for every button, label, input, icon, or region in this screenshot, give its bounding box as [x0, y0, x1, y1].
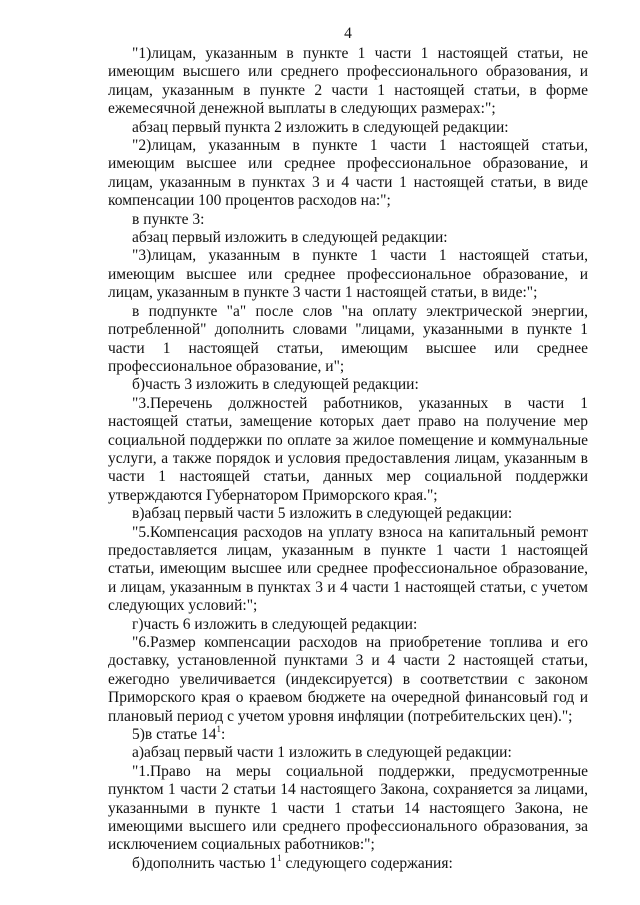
- paragraph: [108, 211, 588, 229]
- paragraph-text: 5)в статье 14: [132, 726, 217, 744]
- paragraph-text-tail: следующего содержания:: [281, 854, 453, 872]
- page-number: 4: [344, 25, 352, 42]
- paragraph: [108, 376, 588, 394]
- paragraph: [108, 119, 588, 137]
- paragraph: [108, 634, 588, 726]
- paragraph-text: абзац первый изложить в следующей редакции:: [132, 229, 448, 247]
- paragraph: [108, 229, 588, 247]
- paragraph: [108, 723, 588, 744]
- paragraph-text: "1)лицам, указанным в пункте 1 части 1 настоящей статьи, не имеющим высшего или среднего профессионального образования, и лицам, указанным в пункте 2 части 1 настоящей статьи, в форме ежемесячной денежной выплаты в следующих размерах:";: [108, 45, 588, 118]
- paragraph: [108, 524, 588, 616]
- paragraph-text: "6.Размер компенсации расходов на приобретение топлива и его доставку, установленной пунктами 3 и 4 части 2 настоящей статьи, ежегодно увеличивается (индексируется) в соответствии с законом Приморского края о краевом бюджете на очередной финансовый год и плановый период с учетом уровня инфляции (потребительских цен).";: [108, 634, 588, 725]
- paragraph: [108, 744, 588, 762]
- paragraph: [108, 395, 588, 505]
- paragraph: [108, 616, 588, 634]
- paragraph: [108, 45, 588, 119]
- document-body: [108, 45, 588, 873]
- paragraph: [108, 137, 588, 211]
- paragraph-text: "3.Перечень должностей работников, указанных в части 1 настоящей статьи, замещение которых дает право на получение мер социальной поддержки по оплате за жилое помещение и коммунальные услуги, а также порядок и условия предоставления лицам, указанным в части 1 настоящей статьи, данных мер социальной поддержки утверждаются Губернатором Приморского края.";: [108, 394, 588, 504]
- paragraph: [108, 852, 588, 873]
- superscript: 1: [277, 852, 282, 863]
- paragraph-text: в)абзац первый части 5 изложить в следующей редакции:: [132, 505, 513, 523]
- paragraph-text: г)часть 6 изложить в следующей редакции:: [132, 615, 418, 633]
- paragraph-text-tail: :: [221, 726, 226, 744]
- paragraph-text: "1.Право на меры социальной поддержки, предусмотренные пунктом 1 части 2 статьи 14 настоящего Закона, сохраняется за лицами, указанными в пункте 1 части 1 статьи 14 настоящего Закона, не имеющими высшего или среднего профессионального образования, за исключением социальных работников:";: [108, 762, 588, 854]
- paragraph-text: "3)лицам, указанным в пункте 1 части 1 настоящей статьи, имеющим высшее или среднее профессиональное образование, и лицам, указанным в пункте 3 части 1 настоящей статьи, в виде:";: [108, 247, 588, 302]
- paragraph-text: в подпункте "а" после слов "на оплату электрической энергии, потребленной" дополнить словами "лицами, указанными в пункте 1 части 1 настоящей статьи, имеющим высшее или среднее профессиональное образование, и";: [108, 302, 588, 375]
- superscript: 1: [216, 723, 222, 734]
- paragraph: [108, 763, 588, 855]
- paragraph: [108, 303, 588, 377]
- paragraph-text: "5.Компенсация расходов на уплату взноса на капитальный ремонт предоставляется лицам, указанным в пункте 1 части 1 настоящей статьи, имеющим высшее или среднее профессиональное образование, и лицам, указанным в пунктах 3 и 4 части 1 настоящей статьи, с учетом следующих условий:";: [108, 523, 588, 615]
- paragraph-text: б)часть 3 изложить в следующей редакции:: [132, 376, 419, 394]
- paragraph-text: б)дополнить частью 1: [132, 854, 278, 872]
- paragraph-text: в пункте 3:: [132, 210, 205, 228]
- paragraph: [108, 247, 588, 302]
- paragraph-text: "2)лицам, указанным в пункте 1 части 1 настоящей статьи, имеющим высшее или среднее профессиональное образование, и лицам, указанным в пунктах 3 и 4 части 1 настоящей статьи, в виде компенсации 100 процентов расходов на:";: [108, 137, 588, 210]
- paragraph: [108, 505, 588, 523]
- paragraph-text: а)абзац первый части 1 изложить в следующей редакции:: [132, 744, 512, 762]
- paragraph-text: абзац первый пункта 2 изложить в следующей редакции:: [132, 118, 509, 136]
